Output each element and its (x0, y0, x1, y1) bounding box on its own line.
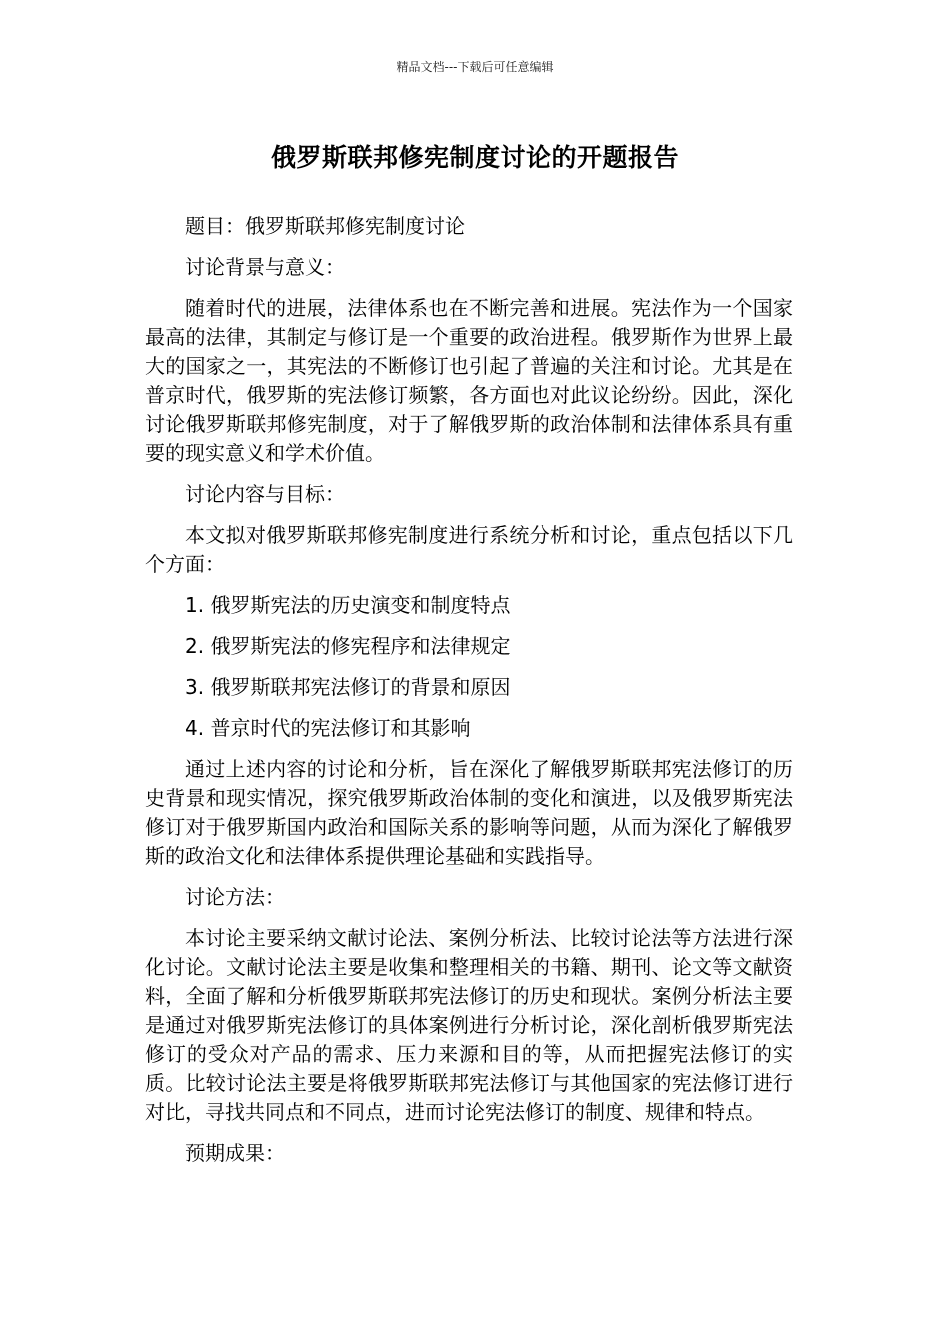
method-heading: 讨论方法： (185, 885, 285, 909)
method-paragraph: 本讨论主要采纳文献讨论法、案例分析法、比较讨论法等方法进行深化讨论。文献讨论法主要是收集和整理相关的书籍、期刊、论文等文献资料，全面了解和分析俄罗斯联邦宪法修订的历史和现状。案例分析法主要是通过对俄罗斯宪法修订的具体案例进行分析讨论，深化剖析俄罗斯宪法修订的受众对产品的需求、压力来源和目的等，从而把握宪法修订的实质。比较讨论法主要是将俄罗斯联邦宪法修订与其他国家的宪法修订进行对比，寻找共同点和不同点，进而讨论宪法修订的制度、规律和特点。 (145, 926, 793, 1124)
content-list-item-4: 4. 普京时代的宪法修订和其影响 (185, 716, 471, 740)
document-title: 俄罗斯联邦修宪制度讨论的开题报告 (270, 143, 679, 172)
page-header-note: 精品文档---下载后可任意编辑 (396, 60, 554, 74)
background-paragraph: 随着时代的进展，法律体系也在不断完善和进展。宪法作为一个国家最高的法律，其制定与修订是一个重要的政治进程。俄罗斯作为世界上最大的国家之一，其宪法的不断修订也引起了普遍的关注和讨论。尤其是在普京时代，俄罗斯的宪法修订频繁，各方面也对此议论纷纷。因此，深化讨论俄罗斯联邦修宪制度，对于了解俄罗斯的政治体制和法律体系具有重要的现实意义和学术价值。 (145, 296, 793, 465)
results-heading: 预期成果： (185, 1141, 285, 1165)
content-list-item-1: 1. 俄罗斯宪法的历史演变和制度特点 (185, 593, 511, 617)
background-heading: 讨论背景与意义： (185, 255, 345, 279)
content-list-item-2: 2. 俄罗斯宪法的修宪程序和法律规定 (185, 634, 511, 658)
content-list-item-3: 3. 俄罗斯联邦宪法修订的背景和原因 (185, 675, 511, 699)
document-body (145, 212, 793, 1180)
topic-line: 题目：俄罗斯联邦修宪制度讨论 (185, 214, 465, 238)
content-intro-paragraph: 本文拟对俄罗斯联邦修宪制度进行系统分析和讨论，重点包括以下几个方面： (145, 523, 793, 576)
content-summary-paragraph: 通过上述内容的讨论和分析，旨在深化了解俄罗斯联邦宪法修订的历史背景和现实情况，探究俄罗斯政治体制的变化和演进，以及俄罗斯宪法修订对于俄罗斯国内政治和国际关系的影响等问题，从而为深化了解俄罗斯的政治文化和法律体系提供理论基础和实践指导。 (145, 757, 793, 868)
content-heading: 讨论内容与目标： (185, 482, 345, 506)
